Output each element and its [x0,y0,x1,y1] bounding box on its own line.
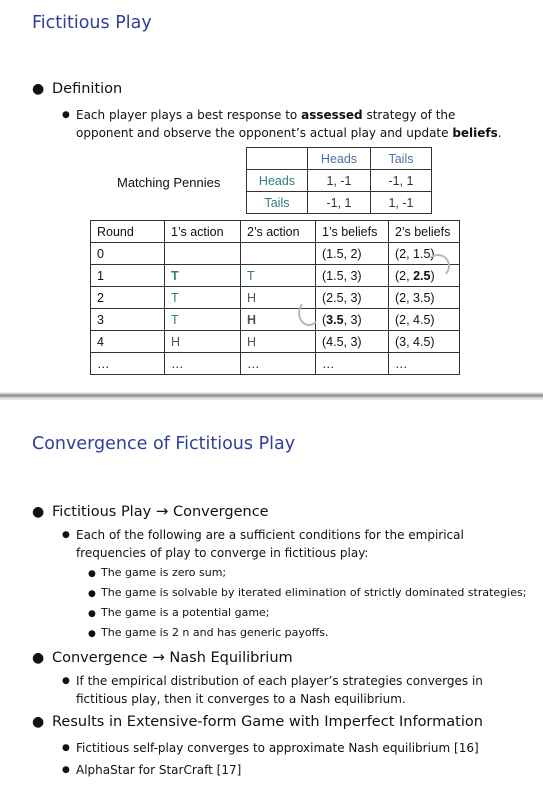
action-cell: H [165,331,241,353]
rounds-header: 2’s beliefs [389,221,460,243]
def-text-1: Each player plays a best response to [76,108,302,122]
payoff-row-header: Heads [247,170,308,192]
rounds-table [90,220,460,375]
bullet-dot-icon: ● [88,609,96,619]
bullet-dot-icon: ● [32,650,45,666]
action-cell: H [241,287,316,309]
condition-text: The game is a potential game; [101,606,270,619]
table-row [91,265,460,287]
condition-item [88,626,328,639]
round-cell: 1 [91,265,165,287]
slide-title: Convergence of Fictitious Play [32,434,296,454]
belief-cell: (2, 4.5) [389,309,460,331]
right-arrow-icon: → [152,648,165,666]
action-cell: H [241,309,316,331]
table-row [91,331,460,353]
payoff-cell: 1, -1 [308,170,371,192]
bullet-fp-convergence [32,502,269,520]
bullet-definition [32,81,122,97]
right-arrow-icon: → [155,502,169,520]
def-text-4: . [497,126,502,140]
condition-text: The game is 2 n and has generic payoffs. [101,626,329,639]
def-bold-1: assessed [301,108,363,122]
bullet-extensive-form [32,714,483,730]
round-cell: … [91,353,165,375]
bullet-text: Convergence [168,504,269,520]
condition-text: The game is zero sum; [101,566,227,579]
bullet-text: Results in Extensive-form Game with Imperfect Information [52,714,483,730]
belief-cell: (4.5, 3) [316,331,389,353]
belief-cell: (2, 2.5) [389,265,460,287]
bullet-text: Nash Equilibrium [164,650,293,666]
matching-pennies-label: Matching Pennies [117,175,221,190]
round-cell: 2 [91,287,165,309]
sub-bullet [62,672,522,708]
rounds-header: 1’s beliefs [316,221,389,243]
bullet-text: Definition [52,81,123,97]
bullet-dot-icon: ● [88,589,96,599]
belief-cell: … [389,353,460,375]
action-cell: T [165,309,241,331]
bullet-dot-icon: ● [88,569,96,579]
bullet-text: Fictitious Play [52,504,156,520]
slide-title: Fictitious Play [32,13,152,33]
table-row [91,243,460,265]
bullet-dot-icon: ● [32,714,45,730]
swirl-arrow-icon [298,300,320,326]
def-bold-2: beliefs [452,126,498,140]
action-cell: … [165,353,241,375]
def-text-3: opponent and observe the opponent’s actual play and update [76,126,453,140]
rounds-header: Round [91,221,165,243]
round-cell: 4 [91,331,165,353]
table-row [91,353,460,375]
condition-item [88,586,526,599]
belief-cell: (3.5, 3) [316,309,389,331]
bullet-dot-icon: ● [32,81,45,97]
payoff-header-row [247,148,432,170]
belief-cell: (2, 3.5) [389,287,460,309]
bullet-dot-icon: ● [62,765,70,775]
payoff-corner [247,148,308,170]
bullet-dot-icon: ● [88,629,96,639]
payoff-col-header: Tails [371,148,432,170]
round-cell: 3 [91,309,165,331]
bullet-text: Convergence [52,650,153,666]
definition-text [62,106,522,142]
bullet-dot-icon: ● [62,530,70,540]
payoff-row [247,170,432,192]
condition-item [88,566,226,579]
sub-bullet-text: If the empirical distribution of each player’s strategies converges in [76,674,483,688]
slide-convergence [0,400,543,794]
rounds-header-row [91,221,460,243]
action-cell: T [241,265,316,287]
action-cell: T [165,265,241,287]
sub-bullet-text: AlphaStar for StarCraft [17] [76,763,242,777]
table-row [91,287,460,309]
payoff-matrix [246,147,432,214]
bullet-dot-icon: ● [62,676,70,686]
def-text-2: strategy of the [362,108,456,122]
belief-cell: (2, 1.5) [389,243,460,265]
slide-divider [0,392,543,400]
action-cell [165,243,241,265]
round-cell: 0 [91,243,165,265]
bullet-dot-icon: ● [32,504,45,520]
payoff-cell: -1, 1 [371,170,432,192]
sub-bullet [62,761,522,779]
action-cell: T [165,287,241,309]
rounds-header: 2’s action [241,221,316,243]
swirl-arrow-icon [426,254,450,278]
bullet-dot-icon: ● [62,110,70,120]
bullet-dot-icon: ● [62,743,70,753]
belief-cell: (1.5, 3) [316,265,389,287]
belief-cell: (3, 4.5) [389,331,460,353]
belief-cell: (2.5, 3) [316,287,389,309]
sub-bullet [62,739,522,757]
bullet-convergence-nash [32,648,293,666]
sub-bullet-text: Fictitious self-play converges to approximate Nash equilibrium [16] [76,741,479,755]
belief-cell: (1.5, 2) [316,243,389,265]
sub-bullet-text: Each of the following are a sufficient conditions for the empirical [76,528,464,542]
payoff-cell: 1, -1 [371,192,432,214]
action-cell: H [241,331,316,353]
slide-fictitious-play [0,0,543,392]
table-row [91,309,460,331]
sub-bullet [62,526,522,562]
payoff-row [247,192,432,214]
belief-cell: … [316,353,389,375]
condition-item [88,606,270,619]
rounds-header: 1’s action [165,221,241,243]
action-cell [241,243,316,265]
payoff-col-header: Heads [308,148,371,170]
payoff-cell: -1, 1 [308,192,371,214]
sub-bullet-text: frequencies of play to converge in fictitious play: [76,546,369,560]
sub-bullet-text: fictitious play, then it converges to a Nash equilibrium. [76,692,406,706]
condition-text: The game is solvable by iterated elimination of strictly dominated strategies; [101,586,527,599]
action-cell: … [241,353,316,375]
payoff-row-header: Tails [247,192,308,214]
